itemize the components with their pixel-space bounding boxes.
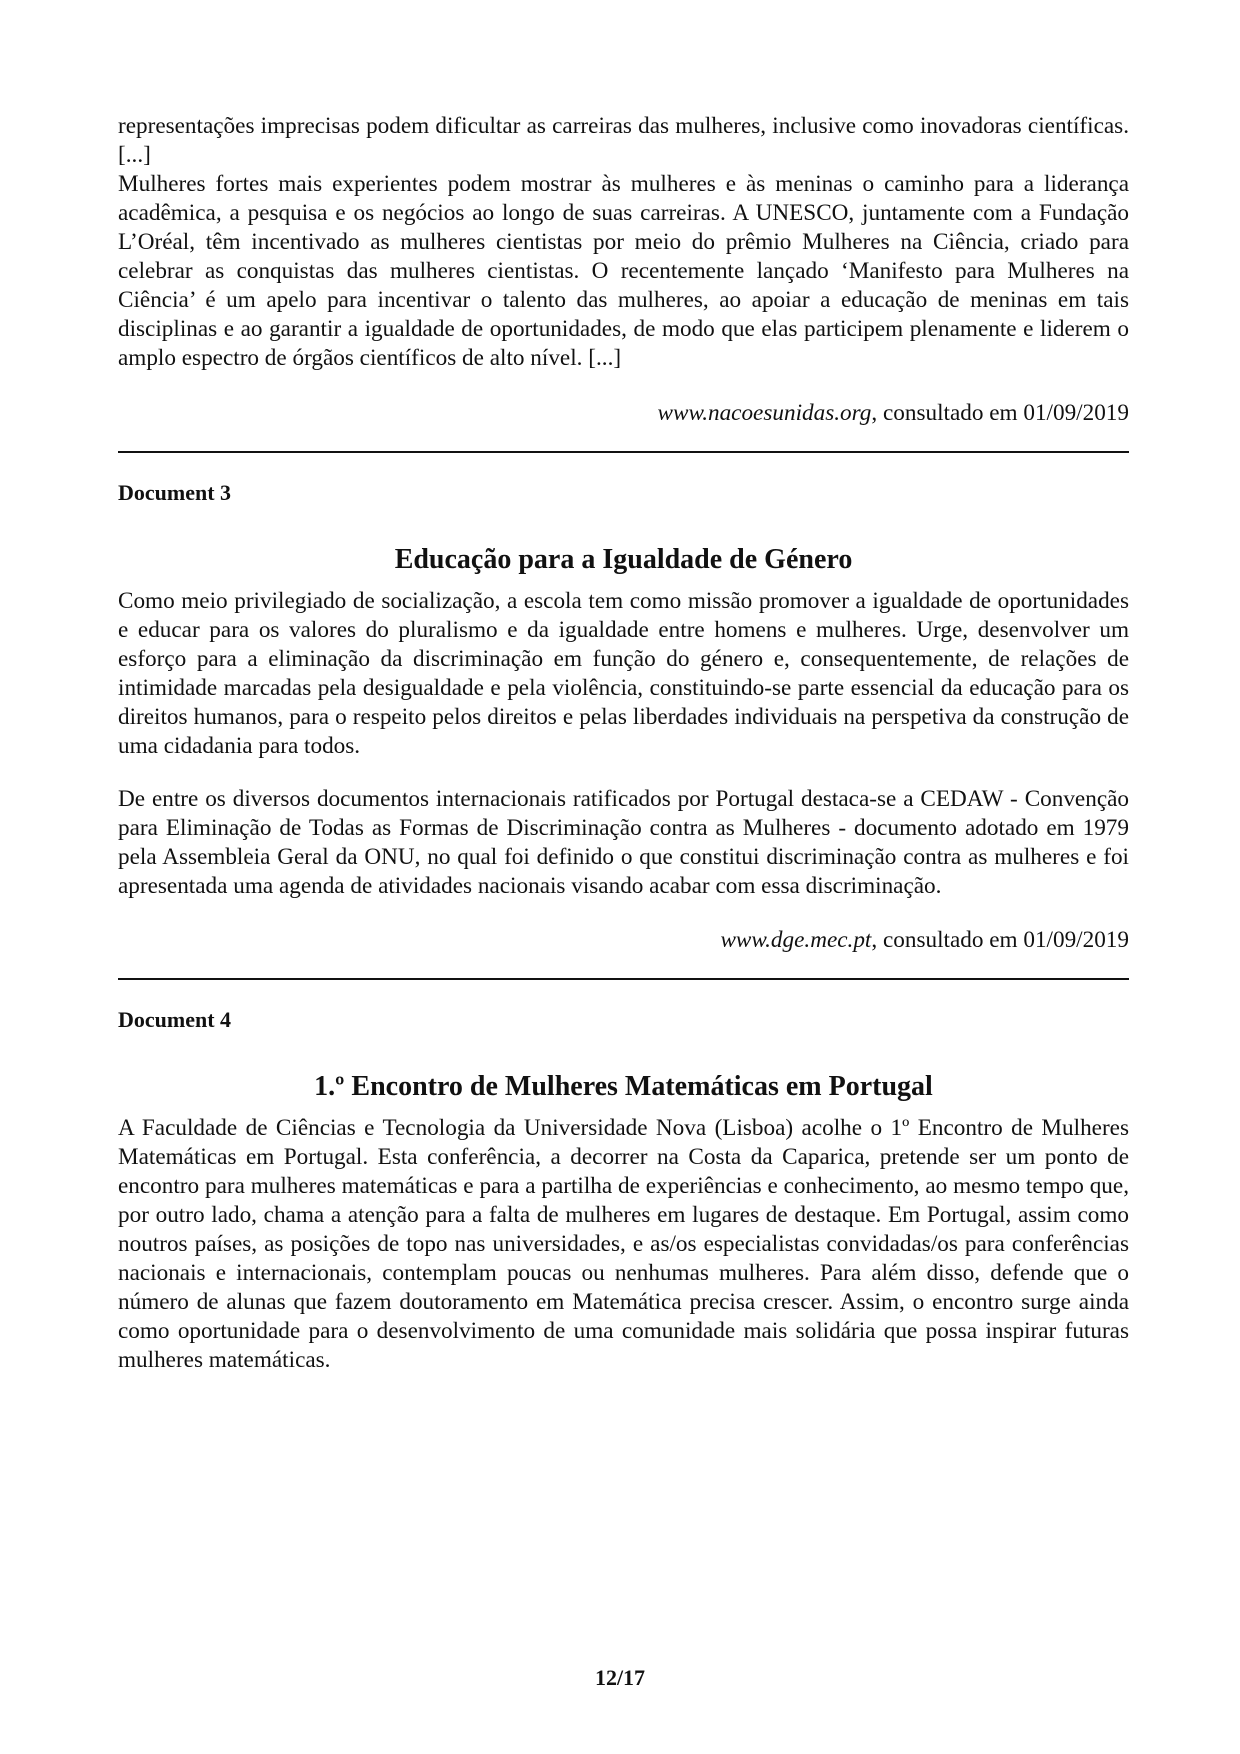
document-3-source-suffix: , consultado em 01/09/2019 bbox=[871, 927, 1129, 953]
document-3-source-site: www.dge.mec.pt bbox=[720, 927, 872, 953]
document-3-paragraph-1: Como meio privilegiado de socialização, a escola tem como missão promover a igualdade de oportunidades e educar para os valores do pluralismo e da igualdade entre homens e mulheres. Urge, desenvolver um esforço para a eliminação da discriminação em função do género e, consequentemente, de relações de intimidade marcadas pela desigualdade e pela violência, constituindo-se parte essencial da educação para os direitos humanos, para o respeito pelos direitos e pelas liberdades individuais na perspetiva da construção de uma cidadania para todos. bbox=[118, 588, 1129, 759]
document-3-paragraph-2: De entre os diversos documentos internacionais ratificados por Portugal destaca-se a CEDAW - Convenção para Eliminação de Todas as Formas de Discriminação contra as Mulheres - documento adotado em 1979 pela Assembleia Geral da ONU, no qual foi definido o que constitui discriminação contra as mulheres e foi apresentada uma agenda de atividades nacionais visando acabar com essa discriminação. bbox=[118, 786, 1129, 899]
document-4-title: 1.º Encontro de Mulheres Matemáticas em Portugal bbox=[314, 1071, 933, 1102]
document-2-source-suffix: , consultado em 01/09/2019 bbox=[871, 400, 1129, 426]
document-3 bbox=[118, 478, 1129, 955]
document-2-source-site: www.nacoesunidas.org bbox=[657, 400, 872, 426]
document-page bbox=[118, 112, 1129, 1375]
section-divider-2 bbox=[118, 978, 1129, 980]
document-3-label: Document 3 bbox=[118, 480, 232, 505]
document-2-paragraph-1: representações imprecisas podem dificultar as carreiras das mulheres, inclusive como inovadoras científicas. [...] bbox=[118, 113, 1129, 168]
document-2-paragraph-2: Mulheres fortes mais experientes podem mostrar às mulheres e às meninas o caminho para a liderança acadêmica, a pesquisa e os negócios ao longo de suas carreiras. A UNESCO, juntamente com a Fundação L’Oréal, têm incentivado as mulheres cientistas por meio do prêmio Mulheres na Ciência, criado para celebrar as conquistas das mulheres cientistas. O recentemente lançado ‘Manifesto para Mulheres na Ciência’ é um apelo para incentivar o talento das mulheres, ao apoiar a educação de meninas em tais disciplinas e ao garantir a igualdade de oportunidades, de modo que elas participem plenamente e liderem o amplo espectro de órgãos científicos de alto nível. [...] bbox=[118, 171, 1129, 371]
document-3-title: Educação para a Igualdade de Género bbox=[394, 544, 853, 575]
document-2-source bbox=[118, 399, 1129, 428]
document-4-label: Document 4 bbox=[118, 1007, 232, 1032]
document-4-paragraph-1: A Faculdade de Ciências e Tecnologia da Universidade Nova (Lisboa) acolhe o 1º Encontro de Mulheres Matemáticas em Portugal. Esta conferência, a decorrer na Costa da Caparica, pretende ser um ponto de encontro para mulheres matemáticas e para a partilha de experiências e conhecimento, ao mesmo tempo que, por outro lado, chama a atenção para a falta de mulheres em lugares de destaque. Em Portugal, assim como noutros países, as posições de topo nas universidades, e as/os especialistas convidadas/os para conferências nacionais e internacionais, contemplam poucas ou nenhumas mulheres. Para além disso, defende que o número de alunas que fazem doutoramento em Matemática precisa crescer. Assim, o encontro surge ainda como oportunidade para o desenvolvimento de uma comunidade mais solidária que possa inspirar futuras mulheres matemáticas. bbox=[118, 1115, 1129, 1373]
document-4 bbox=[118, 1005, 1129, 1375]
document-2-continuation bbox=[118, 112, 1129, 428]
section-divider-1 bbox=[118, 451, 1129, 453]
page-number: 12/17 bbox=[594, 1665, 646, 1690]
document-3-source bbox=[118, 926, 1129, 955]
